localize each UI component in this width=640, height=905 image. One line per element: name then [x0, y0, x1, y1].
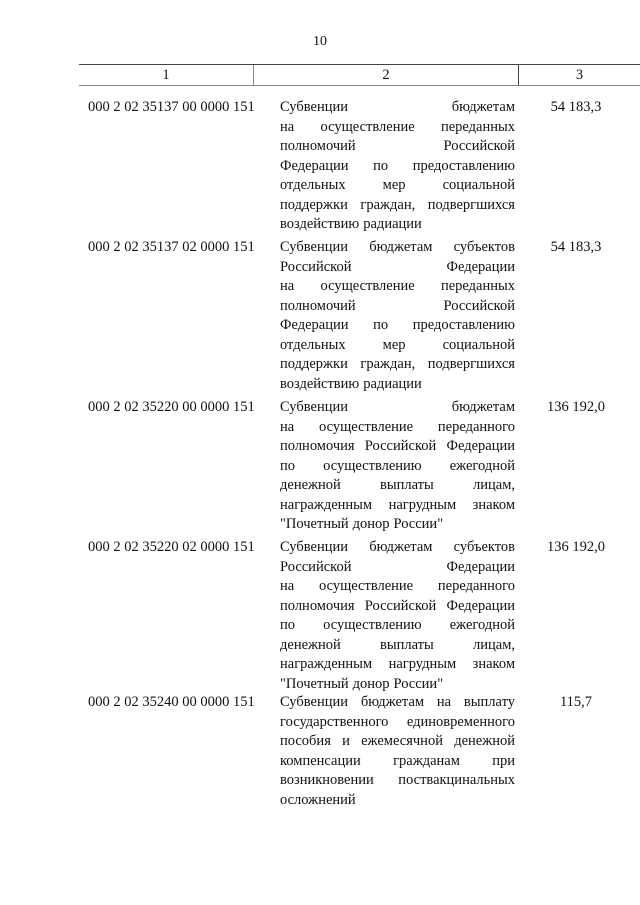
description-line: Федерации по предоставлению: [280, 317, 515, 333]
description-line: на осуществление переданного: [280, 418, 515, 435]
description: [280, 693, 515, 810]
budget-code: 000 2 02 35220 02 0000 151: [88, 539, 255, 555]
description: [280, 538, 515, 694]
description-line: отдельных мер социальной: [280, 177, 515, 193]
description-line: "Почетный донор России": [280, 516, 444, 532]
description-line: Субвенции бюджетам субъектов: [280, 539, 515, 555]
description-line: полномочий Российской: [280, 297, 515, 314]
description-line: по осуществлению ежегодной: [280, 457, 515, 474]
description-line: денежной выплаты лицам,: [280, 636, 515, 653]
amount: 54 183,3: [550, 239, 602, 255]
header-col-1: 1: [79, 65, 254, 85]
budget-code: 000 2 02 35137 00 0000 151: [88, 99, 255, 115]
description: [280, 98, 515, 235]
description-line: поддержки граждан, подвергшихся: [280, 356, 515, 372]
description-line: Федерации по предоставлению: [280, 157, 515, 174]
description-line: компенсации гражданам при: [280, 752, 515, 769]
description-line: на осуществление переданного: [280, 578, 515, 594]
description-line: Субвенции бюджетам субъектов: [280, 239, 515, 255]
page-number: 10: [313, 34, 327, 49]
table-header: [79, 64, 640, 86]
description-line: Субвенции бюджетам: [280, 99, 515, 115]
description-line: Субвенции бюджетам на выплату: [280, 694, 515, 710]
header-col-2: 2: [254, 65, 519, 85]
description-line: государственного единовременного: [280, 713, 515, 730]
amount: 115,7: [559, 694, 593, 710]
amount: 54 183,3: [550, 99, 602, 115]
description-line: награжденным нагрудным знаком: [280, 496, 515, 513]
header-col-3: 3: [575, 67, 584, 83]
description-line: по осуществлению ежегодной: [280, 617, 515, 633]
amount: 136 192,0: [547, 399, 605, 415]
budget-code: 000 2 02 35220 00 0000 151: [88, 399, 255, 415]
description-line: награжденным нагрудным знаком: [280, 656, 515, 672]
description-line: Субвенции бюджетам: [280, 399, 515, 415]
description-line: полномочия Российской Федерации: [280, 438, 515, 454]
description: [280, 398, 515, 535]
description-line: осложнений: [280, 791, 356, 808]
description-line: пособия и ежемесячной денежной: [280, 733, 515, 749]
description-line: возникновении поствакцинальных: [280, 772, 515, 788]
description-line: поддержки граждан, подвергшихся: [280, 196, 515, 213]
description-line: на осуществление переданных: [280, 278, 515, 294]
description-line: воздействию радиации: [280, 375, 422, 392]
description-line: Российской Федерации: [280, 258, 515, 275]
description-line: Российской Федерации: [280, 558, 515, 575]
description-line: полномочий Российской: [280, 138, 515, 154]
amount: 136 192,0: [547, 539, 605, 555]
description: [280, 238, 515, 394]
budget-code: 000 2 02 35137 02 0000 151: [88, 239, 255, 255]
description-line: на осуществление переданных: [280, 118, 515, 135]
description-line: "Почетный донор России": [280, 675, 444, 692]
description-line: денежной выплаты лицам,: [280, 477, 515, 493]
budget-code: 000 2 02 35240 00 0000 151: [88, 694, 255, 710]
description-line: отдельных мер социальной: [280, 336, 515, 353]
description-line: воздействию радиации: [280, 216, 422, 232]
description-line: полномочия Российской Федерации: [280, 597, 515, 614]
